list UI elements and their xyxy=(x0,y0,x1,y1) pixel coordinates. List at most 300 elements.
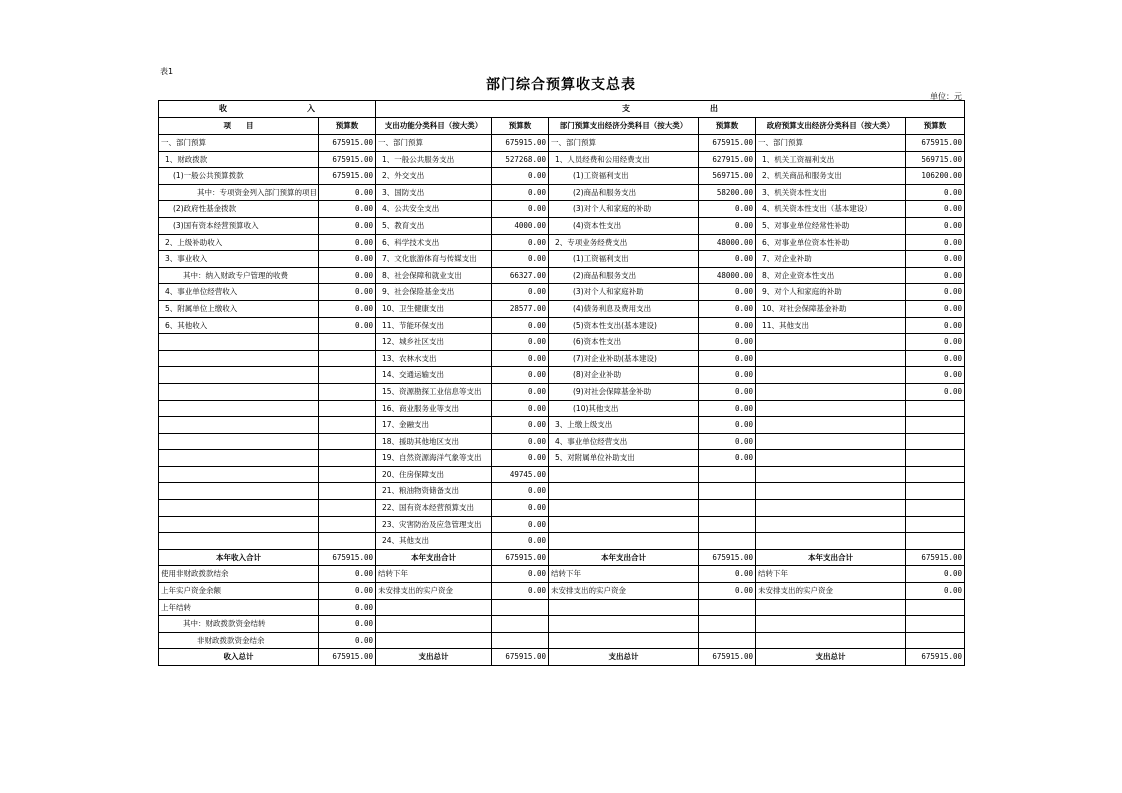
dept-econ-amount xyxy=(699,599,756,616)
function-class-amount: 0.00 xyxy=(492,184,549,201)
function-class-amount: 0.00 xyxy=(492,317,549,334)
table-row xyxy=(159,151,965,168)
function-class-amount: 0.00 xyxy=(492,500,549,517)
function-class-item: 18、援助其他地区支出 xyxy=(376,433,492,450)
function-class-item: 16、商业服务业等支出 xyxy=(376,400,492,417)
income-amount: 0.00 xyxy=(319,632,376,649)
income-item xyxy=(159,533,319,550)
dept-econ-amount: 0.00 xyxy=(699,334,756,351)
income-item xyxy=(159,400,319,417)
gov-econ-item xyxy=(756,433,906,450)
gov-econ-item xyxy=(756,483,906,500)
gov-econ-item xyxy=(756,400,906,417)
gov-econ-amount: 0.00 xyxy=(906,284,965,301)
income-amount: 675915.00 xyxy=(319,135,376,152)
gov-econ-amount: 0.00 xyxy=(906,583,965,600)
table-row xyxy=(159,483,965,500)
table-row xyxy=(159,533,965,550)
function-class-amount: 0.00 xyxy=(492,483,549,500)
income-amount: 675915.00 xyxy=(319,168,376,185)
gov-econ-amount: 0.00 xyxy=(906,234,965,251)
gov-econ-amount: 0.00 xyxy=(906,317,965,334)
gov-econ-item: 11、其他支出 xyxy=(756,317,906,334)
income-item: 2、上级补助收入 xyxy=(159,234,319,251)
table-row xyxy=(159,500,965,517)
gov-econ-item xyxy=(756,417,906,434)
income-item: 3、事业收入 xyxy=(159,251,319,268)
col-header-budget: 预算数 xyxy=(699,118,756,135)
dept-econ-item: (10)其他支出 xyxy=(549,400,699,417)
function-class-item xyxy=(376,632,492,649)
dept-econ-amount: 0.00 xyxy=(699,300,756,317)
gov-econ-amount xyxy=(906,599,965,616)
function-class-amount: 0.00 xyxy=(492,516,549,533)
table-row xyxy=(159,367,965,384)
table-row xyxy=(159,350,965,367)
dept-econ-amount: 675915.00 xyxy=(699,549,756,566)
function-class-amount: 0.00 xyxy=(492,284,549,301)
function-class-amount: 0.00 xyxy=(492,234,549,251)
function-class-amount: 675915.00 xyxy=(492,549,549,566)
income-amount xyxy=(319,466,376,483)
table-row xyxy=(159,201,965,218)
budget-summary-table xyxy=(158,100,965,666)
table-number-label: 表1 xyxy=(160,67,174,76)
dept-econ-item: 结转下年 xyxy=(549,566,699,583)
table-row xyxy=(159,549,965,566)
dept-econ-amount: 0.00 xyxy=(699,450,756,467)
dept-econ-item xyxy=(549,616,699,633)
income-amount xyxy=(319,400,376,417)
unit-label: 单位：元 xyxy=(930,92,962,101)
col-header-item: 项 目 xyxy=(159,118,319,135)
dept-econ-item xyxy=(549,632,699,649)
gov-econ-amount: 0.00 xyxy=(906,566,965,583)
dept-econ-amount: 0.00 xyxy=(699,317,756,334)
gov-econ-item xyxy=(756,334,906,351)
function-class-amount: 0.00 xyxy=(492,383,549,400)
income-amount: 0.00 xyxy=(319,234,376,251)
function-class-item: 17、金融支出 xyxy=(376,417,492,434)
dept-econ-item: 本年支出合计 xyxy=(549,549,699,566)
gov-econ-amount xyxy=(906,433,965,450)
function-class-item: 24、其他支出 xyxy=(376,533,492,550)
dept-econ-item: 支出总计 xyxy=(549,649,699,666)
function-class-amount xyxy=(492,616,549,633)
gov-econ-item: 未安排支出的实户资金 xyxy=(756,583,906,600)
gov-econ-amount xyxy=(906,450,965,467)
dept-econ-item: (6)资本性支出 xyxy=(549,334,699,351)
gov-econ-amount xyxy=(906,417,965,434)
income-amount xyxy=(319,516,376,533)
dept-econ-item: 一、部门预算 xyxy=(549,135,699,152)
table-row xyxy=(159,400,965,417)
income-amount: 675915.00 xyxy=(319,549,376,566)
function-class-item: 21、粮油物资储备支出 xyxy=(376,483,492,500)
table-row xyxy=(159,383,965,400)
table-row xyxy=(159,234,965,251)
expense-section-header: 支 出 xyxy=(376,101,965,118)
gov-econ-amount xyxy=(906,500,965,517)
function-class-item: 15、资源勘探工业信息等支出 xyxy=(376,383,492,400)
dept-econ-amount: 627915.00 xyxy=(699,151,756,168)
col-header-dept-econ-class: 部门预算支出经济分类科目（按大类） xyxy=(549,118,699,135)
gov-econ-amount xyxy=(906,516,965,533)
income-item: (3)国有资本经营预算收入 xyxy=(159,217,319,234)
dept-econ-amount xyxy=(699,466,756,483)
gov-econ-item: 4、机关资本性支出（基本建设） xyxy=(756,201,906,218)
income-amount: 0.00 xyxy=(319,251,376,268)
table-row xyxy=(159,317,965,334)
gov-econ-item xyxy=(756,466,906,483)
dept-econ-amount xyxy=(699,500,756,517)
income-item: 上年结转 xyxy=(159,599,319,616)
dept-econ-item: 3、上缴上级支出 xyxy=(549,417,699,434)
gov-econ-amount xyxy=(906,466,965,483)
gov-econ-item: 支出总计 xyxy=(756,649,906,666)
gov-econ-amount: 569715.00 xyxy=(906,151,965,168)
gov-econ-item: 6、对事业单位资本性补助 xyxy=(756,234,906,251)
income-item xyxy=(159,367,319,384)
function-class-item: 11、节能环保支出 xyxy=(376,317,492,334)
function-class-amount: 0.00 xyxy=(492,367,549,384)
dept-econ-amount xyxy=(699,516,756,533)
income-amount: 0.00 xyxy=(319,217,376,234)
table-row xyxy=(159,168,965,185)
income-item: (1)一般公共预算拨款 xyxy=(159,168,319,185)
gov-econ-item xyxy=(756,450,906,467)
gov-econ-amount: 0.00 xyxy=(906,383,965,400)
dept-econ-item: 未安排支出的实户资金 xyxy=(549,583,699,600)
col-header-budget: 预算数 xyxy=(319,118,376,135)
gov-econ-amount: 675915.00 xyxy=(906,549,965,566)
gov-econ-item: 7、对企业补助 xyxy=(756,251,906,268)
function-class-amount: 0.00 xyxy=(492,201,549,218)
income-item xyxy=(159,483,319,500)
income-amount xyxy=(319,367,376,384)
dept-econ-item xyxy=(549,533,699,550)
dept-econ-amount: 675915.00 xyxy=(699,649,756,666)
function-class-amount: 0.00 xyxy=(492,433,549,450)
dept-econ-amount: 0.00 xyxy=(699,417,756,434)
function-class-amount: 4000.00 xyxy=(492,217,549,234)
gov-econ-amount: 0.00 xyxy=(906,350,965,367)
dept-econ-item: (7)对企业补助(基本建设) xyxy=(549,350,699,367)
income-item: 1、财政拨款 xyxy=(159,151,319,168)
dept-econ-item: (3)对个人和家庭的补助 xyxy=(549,201,699,218)
function-class-item: 22、国有资本经营预算支出 xyxy=(376,500,492,517)
table-row xyxy=(159,516,965,533)
dept-econ-amount: 0.00 xyxy=(699,566,756,583)
dept-econ-item xyxy=(549,599,699,616)
function-class-amount: 66327.00 xyxy=(492,267,549,284)
dept-econ-item: (4)资本性支出 xyxy=(549,217,699,234)
dept-econ-amount: 0.00 xyxy=(699,201,756,218)
table-row xyxy=(159,217,965,234)
table-row xyxy=(159,450,965,467)
function-class-item: 1、一般公共服务支出 xyxy=(376,151,492,168)
function-class-item: 一、部门预算 xyxy=(376,135,492,152)
dept-econ-item: (8)对企业补助 xyxy=(549,367,699,384)
function-class-amount: 0.00 xyxy=(492,168,549,185)
table-row xyxy=(159,616,965,633)
gov-econ-amount: 0.00 xyxy=(906,251,965,268)
function-class-amount: 0.00 xyxy=(492,533,549,550)
function-class-amount: 675915.00 xyxy=(492,649,549,666)
function-class-item: 3、国防支出 xyxy=(376,184,492,201)
dept-econ-item: (1)工资福利支出 xyxy=(549,168,699,185)
income-item: 本年收入合计 xyxy=(159,549,319,566)
income-item: 4、事业单位经营收入 xyxy=(159,284,319,301)
table-row xyxy=(159,300,965,317)
function-class-item: 9、社会保险基金支出 xyxy=(376,284,492,301)
dept-econ-item xyxy=(549,483,699,500)
dept-econ-item: 4、事业单位经营支出 xyxy=(549,433,699,450)
gov-econ-item xyxy=(756,599,906,616)
income-amount: 675915.00 xyxy=(319,649,376,666)
gov-econ-item: 9、对个人和家庭的补助 xyxy=(756,284,906,301)
income-amount xyxy=(319,500,376,517)
dept-econ-item xyxy=(549,500,699,517)
gov-econ-amount: 0.00 xyxy=(906,300,965,317)
dept-econ-amount xyxy=(699,616,756,633)
table-row xyxy=(159,135,965,152)
function-class-amount: 0.00 xyxy=(492,350,549,367)
dept-econ-item: 1、人员经费和公用经费支出 xyxy=(549,151,699,168)
income-item xyxy=(159,350,319,367)
dept-econ-item: (2)商品和服务支出 xyxy=(549,184,699,201)
gov-econ-item xyxy=(756,533,906,550)
function-class-item: 结转下年 xyxy=(376,566,492,583)
table-row xyxy=(159,433,965,450)
income-item xyxy=(159,466,319,483)
col-header-budget: 预算数 xyxy=(492,118,549,135)
function-class-item: 19、自然资源海洋气象等支出 xyxy=(376,450,492,467)
dept-econ-item: (2)商品和服务支出 xyxy=(549,267,699,284)
function-class-item: 8、社会保障和就业支出 xyxy=(376,267,492,284)
table-row xyxy=(159,599,965,616)
dept-econ-item: (1)工资福利支出 xyxy=(549,251,699,268)
gov-econ-amount: 0.00 xyxy=(906,201,965,218)
income-amount: 0.00 xyxy=(319,201,376,218)
function-class-item: 13、农林水支出 xyxy=(376,350,492,367)
income-item xyxy=(159,433,319,450)
income-amount xyxy=(319,417,376,434)
function-class-item: 2、外交支出 xyxy=(376,168,492,185)
page-title: 部门综合预算收支总表 xyxy=(486,77,636,93)
gov-econ-amount xyxy=(906,616,965,633)
dept-econ-amount: 0.00 xyxy=(699,251,756,268)
function-class-item: 20、住房保障支出 xyxy=(376,466,492,483)
table-row xyxy=(159,334,965,351)
col-header-budget: 预算数 xyxy=(906,118,965,135)
dept-econ-amount: 0.00 xyxy=(699,400,756,417)
dept-econ-amount: 0.00 xyxy=(699,350,756,367)
income-amount: 0.00 xyxy=(319,616,376,633)
gov-econ-item: 结转下年 xyxy=(756,566,906,583)
header-row-section xyxy=(159,101,965,118)
income-item xyxy=(159,417,319,434)
dept-econ-amount: 0.00 xyxy=(699,284,756,301)
function-class-item: 6、科学技术支出 xyxy=(376,234,492,251)
table-row xyxy=(159,583,965,600)
income-amount xyxy=(319,533,376,550)
income-item xyxy=(159,516,319,533)
gov-econ-item xyxy=(756,500,906,517)
function-class-amount: 0.00 xyxy=(492,251,549,268)
income-amount: 0.00 xyxy=(319,599,376,616)
gov-econ-item: 5、对事业单位经常性补助 xyxy=(756,217,906,234)
income-item xyxy=(159,383,319,400)
gov-econ-item: 本年支出合计 xyxy=(756,549,906,566)
gov-econ-amount: 0.00 xyxy=(906,334,965,351)
table-row xyxy=(159,267,965,284)
function-class-amount: 0.00 xyxy=(492,450,549,467)
gov-econ-amount xyxy=(906,483,965,500)
gov-econ-amount: 675915.00 xyxy=(906,135,965,152)
income-amount: 0.00 xyxy=(319,583,376,600)
function-class-amount: 527268.00 xyxy=(492,151,549,168)
income-amount: 0.00 xyxy=(319,317,376,334)
gov-econ-amount xyxy=(906,632,965,649)
dept-econ-amount: 675915.00 xyxy=(699,135,756,152)
income-amount xyxy=(319,433,376,450)
function-class-item: 未安排支出的实户资金 xyxy=(376,583,492,600)
gov-econ-item xyxy=(756,367,906,384)
function-class-item: 12、城乡社区支出 xyxy=(376,334,492,351)
income-amount xyxy=(319,334,376,351)
gov-econ-item xyxy=(756,516,906,533)
income-item: (2)政府性基金拨款 xyxy=(159,201,319,218)
income-item: 一、部门预算 xyxy=(159,135,319,152)
income-amount xyxy=(319,383,376,400)
table-row xyxy=(159,566,965,583)
function-class-item: 14、交通运输支出 xyxy=(376,367,492,384)
gov-econ-item: 8、对企业资本性支出 xyxy=(756,267,906,284)
gov-econ-item: 一、部门预算 xyxy=(756,135,906,152)
dept-econ-amount xyxy=(699,533,756,550)
table-row xyxy=(159,466,965,483)
dept-econ-amount: 569715.00 xyxy=(699,168,756,185)
dept-econ-amount: 0.00 xyxy=(699,217,756,234)
function-class-amount xyxy=(492,632,549,649)
income-item: 其中：财政拨款资金结转 xyxy=(159,616,319,633)
function-class-item: 5、教育支出 xyxy=(376,217,492,234)
function-class-amount xyxy=(492,599,549,616)
gov-econ-item xyxy=(756,616,906,633)
income-item: 6、其他收入 xyxy=(159,317,319,334)
gov-econ-amount: 675915.00 xyxy=(906,649,965,666)
gov-econ-item xyxy=(756,632,906,649)
function-class-amount: 675915.00 xyxy=(492,135,549,152)
dept-econ-item: 5、对附属单位补助支出 xyxy=(549,450,699,467)
dept-econ-amount xyxy=(699,632,756,649)
dept-econ-item: (9)对社会保障基金补助 xyxy=(549,383,699,400)
table-row xyxy=(159,251,965,268)
function-class-amount: 0.00 xyxy=(492,400,549,417)
income-amount: 0.00 xyxy=(319,267,376,284)
income-section-header: 收 入 xyxy=(159,101,376,118)
income-item: 非财政拨款资金结余 xyxy=(159,632,319,649)
dept-econ-item xyxy=(549,466,699,483)
income-amount xyxy=(319,450,376,467)
income-item: 5、附属单位上缴收入 xyxy=(159,300,319,317)
gov-econ-item: 2、机关商品和服务支出 xyxy=(756,168,906,185)
income-amount: 0.00 xyxy=(319,566,376,583)
gov-econ-amount xyxy=(906,533,965,550)
dept-econ-amount: 48000.00 xyxy=(699,267,756,284)
dept-econ-item xyxy=(549,516,699,533)
gov-econ-amount: 0.00 xyxy=(906,367,965,384)
table-row xyxy=(159,184,965,201)
function-class-amount: 0.00 xyxy=(492,417,549,434)
dept-econ-item: (4)债务利息及费用支出 xyxy=(549,300,699,317)
function-class-amount: 0.00 xyxy=(492,566,549,583)
dept-econ-amount: 0.00 xyxy=(699,433,756,450)
table-row xyxy=(159,632,965,649)
dept-econ-amount: 0.00 xyxy=(699,367,756,384)
function-class-item xyxy=(376,599,492,616)
income-amount: 0.00 xyxy=(319,300,376,317)
gov-econ-item: 3、机关资本性支出 xyxy=(756,184,906,201)
function-class-item xyxy=(376,616,492,633)
function-class-item: 本年支出合计 xyxy=(376,549,492,566)
income-amount xyxy=(319,350,376,367)
col-header-function-class: 支出功能分类科目（按大类） xyxy=(376,118,492,135)
function-class-amount: 0.00 xyxy=(492,334,549,351)
function-class-item: 支出总计 xyxy=(376,649,492,666)
gov-econ-item xyxy=(756,383,906,400)
function-class-item: 7、文化旅游体育与传媒支出 xyxy=(376,251,492,268)
income-item xyxy=(159,500,319,517)
gov-econ-item xyxy=(756,350,906,367)
function-class-amount: 28577.00 xyxy=(492,300,549,317)
income-amount xyxy=(319,483,376,500)
gov-econ-amount: 0.00 xyxy=(906,267,965,284)
income-item: 其中：专项资金列入部门预算的项目 xyxy=(159,184,319,201)
function-class-item: 10、卫生健康支出 xyxy=(376,300,492,317)
dept-econ-item: (5)资本性支出(基本建设) xyxy=(549,317,699,334)
table-row xyxy=(159,417,965,434)
income-item: 使用非财政拨款结余 xyxy=(159,566,319,583)
income-item xyxy=(159,450,319,467)
function-class-amount: 49745.00 xyxy=(492,466,549,483)
dept-econ-amount: 0.00 xyxy=(699,583,756,600)
gov-econ-amount: 0.00 xyxy=(906,217,965,234)
dept-econ-amount: 48000.00 xyxy=(699,234,756,251)
income-item: 其中：纳入财政专户管理的收费 xyxy=(159,267,319,284)
gov-econ-amount xyxy=(906,400,965,417)
table-row xyxy=(159,284,965,301)
income-item xyxy=(159,334,319,351)
function-class-amount: 0.00 xyxy=(492,583,549,600)
income-amount: 0.00 xyxy=(319,284,376,301)
dept-econ-item: 2、专项业务经费支出 xyxy=(549,234,699,251)
dept-econ-amount: 58200.00 xyxy=(699,184,756,201)
header-row-columns xyxy=(159,118,965,135)
income-item: 收入总计 xyxy=(159,649,319,666)
dept-econ-amount xyxy=(699,483,756,500)
table-row xyxy=(159,649,965,666)
function-class-item: 23、灾害防治及应急管理支出 xyxy=(376,516,492,533)
income-item: 上年实户资金余额 xyxy=(159,583,319,600)
gov-econ-item: 10、对社会保障基金补助 xyxy=(756,300,906,317)
gov-econ-amount: 0.00 xyxy=(906,184,965,201)
income-amount: 0.00 xyxy=(319,184,376,201)
dept-econ-amount: 0.00 xyxy=(699,383,756,400)
gov-econ-item: 1、机关工资福利支出 xyxy=(756,151,906,168)
income-amount: 675915.00 xyxy=(319,151,376,168)
